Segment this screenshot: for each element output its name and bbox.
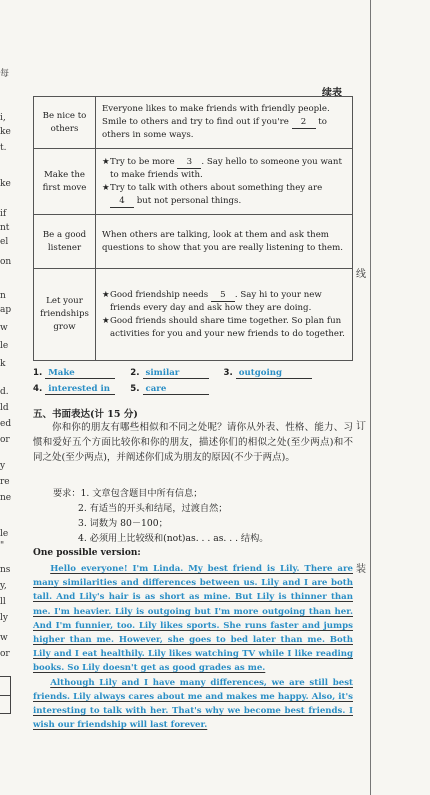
reading-table bbox=[33, 96, 353, 361]
margin-fragment: if bbox=[0, 209, 7, 219]
star-icon: ★ bbox=[102, 289, 110, 300]
requirement-item: 4. 必须用上比较级和(not)as. . . as. . . 结构。 bbox=[78, 533, 269, 544]
margin-fragment: y bbox=[0, 461, 6, 471]
margin-fragment: k bbox=[0, 359, 6, 369]
answer-text: Make bbox=[45, 368, 115, 379]
answers-line-1 bbox=[33, 368, 312, 379]
table-row bbox=[34, 269, 353, 361]
continued-label: 续表 bbox=[322, 88, 342, 99]
requirement-item: 2. 有适当的开头和结尾，过渡自然； bbox=[78, 503, 228, 514]
binding-mark-1: 线 bbox=[356, 269, 366, 280]
answer-number: 1. bbox=[33, 368, 43, 378]
item-text: Good friends should share time together. So plan fun activities for you and your new friends to do together. bbox=[110, 315, 345, 339]
margin-fragment: ed bbox=[0, 419, 12, 429]
margin-fragment: or bbox=[0, 435, 10, 445]
binding-line bbox=[370, 0, 371, 795]
list-item bbox=[102, 156, 347, 182]
margin-fragment: w bbox=[0, 323, 8, 333]
requirements-label: 要求： bbox=[53, 488, 81, 499]
star-icon: ★ bbox=[102, 315, 110, 326]
row-text: to others in some ways. bbox=[102, 117, 327, 140]
answer-blank: 5 bbox=[211, 290, 235, 302]
answer-text: interested in bbox=[45, 384, 115, 395]
essay-text: Although Lily and I have many differences, we are still best friends. Lily always cares about me and makes me happy. Also, it's interesting to talk with her. That's why we become best friends. I wish our friendship will last forever. bbox=[33, 677, 353, 731]
row-content: When others are talking, look at them and ask them questions to show that you are really listening to them. bbox=[96, 215, 353, 269]
margin-fragment: t. bbox=[0, 143, 7, 153]
answer-blank: 3 bbox=[177, 157, 201, 169]
answer-text: care bbox=[143, 384, 209, 395]
answer-text: outgoing bbox=[236, 368, 312, 379]
list-item bbox=[102, 182, 347, 208]
row-content bbox=[96, 149, 353, 215]
section-title: 五、书面表达(计 15 分) bbox=[33, 409, 138, 420]
margin-fragment: le bbox=[0, 341, 9, 351]
margin-fragment: on bbox=[0, 257, 12, 267]
answer-number: 2. bbox=[130, 368, 140, 378]
item-text: Good friendship needs bbox=[110, 289, 211, 300]
row-content bbox=[96, 269, 353, 361]
answers-line-2 bbox=[33, 384, 209, 395]
row-heading: Let your friendships grow bbox=[34, 269, 96, 361]
margin-fragment: ne bbox=[0, 493, 12, 503]
margin-fragment: ke bbox=[0, 127, 11, 137]
row-text: Everyone likes to make friends with friendly people. Smile to others and try to find out if you're bbox=[102, 104, 330, 127]
essay-paragraph bbox=[33, 562, 353, 676]
table-row bbox=[34, 149, 353, 215]
margin-fragment: ap bbox=[0, 305, 12, 315]
margin-fragment: n bbox=[0, 291, 6, 301]
margin-fragment: " bbox=[0, 541, 5, 551]
margin-fragment: or bbox=[0, 649, 10, 659]
margin-fragment: ly bbox=[0, 613, 8, 623]
left-margin-fragments bbox=[0, 70, 20, 710]
margin-fragment: el bbox=[0, 237, 9, 247]
answer-blank: 2 bbox=[292, 117, 316, 129]
margin-fragment: re bbox=[0, 477, 10, 487]
margin-fragment: ke bbox=[0, 179, 11, 189]
model-label: One possible version: bbox=[33, 548, 141, 558]
requirement-item: 1. 文章包含题目中所有信息； bbox=[80, 488, 203, 499]
margin-fragment: ns bbox=[0, 565, 11, 575]
row-heading: Be nice to others bbox=[34, 97, 96, 149]
item-text: but not personal things. bbox=[134, 195, 242, 206]
writing-prompt: 你和你的朋友有哪些相似和不同之处呢？请你从外表、性格、能力、习惯和爱好五个方面比较你和你的朋友，描述你们的相似之处(至少两点)和不同之处(至少两点)，并阐述你们成为朋友的原因(不少于两点)。 bbox=[33, 422, 353, 463]
essay-paragraph bbox=[33, 676, 353, 733]
margin-fragment: w bbox=[0, 633, 8, 643]
row-content bbox=[96, 97, 353, 149]
table-row bbox=[34, 97, 353, 149]
margin-fragment: y, bbox=[0, 581, 7, 591]
requirement-item: 3. 词数为 80－100； bbox=[78, 518, 168, 529]
row-heading: Make the first move bbox=[34, 149, 96, 215]
star-icon: ★ bbox=[102, 182, 110, 193]
table-row bbox=[34, 215, 353, 269]
answer-text: similar bbox=[143, 368, 209, 379]
requirements bbox=[33, 486, 353, 546]
binding-mark-2: 订 bbox=[356, 421, 366, 432]
binding-mark-3: 装 bbox=[356, 564, 366, 575]
margin-fragment: d. bbox=[0, 387, 9, 397]
answer-number: 4. bbox=[33, 384, 43, 394]
item-text: Try to be more bbox=[110, 156, 178, 167]
answer-number: 3. bbox=[223, 368, 233, 378]
answer-number: 5. bbox=[130, 384, 140, 394]
margin-fragment: nt bbox=[0, 223, 10, 233]
margin-fragment: ll bbox=[0, 597, 6, 607]
requirement-first bbox=[33, 486, 353, 501]
essay-text: Hello everyone! I'm Linda. My best friend is Lily. There are many similarities and differences between us. Lily and I are both tall. And Lily's hair is as short as mine. But Lily is thinner than me. I'm heavier. Lily is outgoing but I'm more outgoing than her. And I'm funnier, too. Lily likes sports. She runs faster and jumps higher than me. However, she goes to bed later than me. Both Lily and I eat healthily. Lily likes watching TV while I like reading books. So Lily doesn't get as good grades as me. bbox=[33, 564, 353, 674]
list-item bbox=[102, 315, 347, 341]
star-icon: ★ bbox=[102, 156, 110, 167]
margin-fragment: le bbox=[0, 529, 9, 539]
model-essay bbox=[33, 562, 353, 732]
item-text: Try to talk with others about something they are bbox=[110, 182, 323, 193]
margin-fragment: i, bbox=[0, 113, 6, 123]
margin-fragment: ld bbox=[0, 403, 9, 413]
list-item bbox=[102, 289, 347, 315]
row-heading: Be a good listener bbox=[34, 215, 96, 269]
item-text: . Say hello to someone you want to make friends with. bbox=[110, 156, 342, 180]
answer-blank: 4 bbox=[110, 196, 134, 208]
left-margin-box bbox=[0, 676, 11, 714]
margin-fragment: 每 bbox=[0, 69, 10, 79]
item-text: . Say hi to your new friends every day and ask how they are doing. bbox=[110, 289, 322, 313]
